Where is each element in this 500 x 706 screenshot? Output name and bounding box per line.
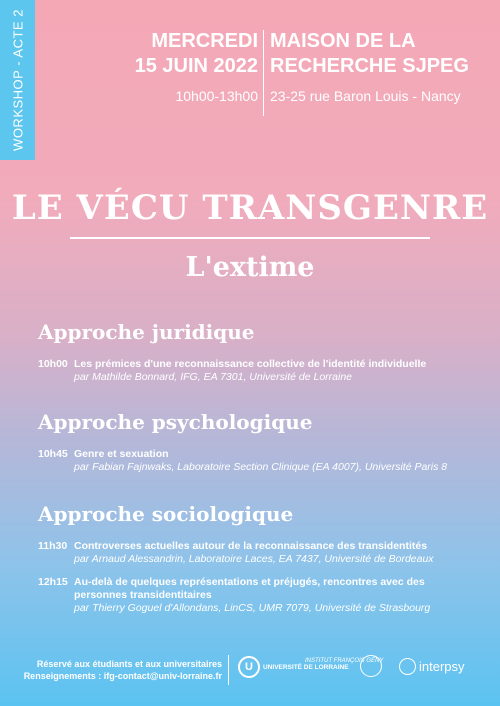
talk-item [38, 540, 478, 566]
ul-logo-text: UNIVERSITÉ DE LORRAINE [263, 663, 349, 671]
poster-title: LE VÉCU TRANSGENRE [11, 188, 489, 228]
talk-speaker: par Fabian Fajnwaks, Laboratoire Section Clinique (EA 4007), Université Paris 8 [74, 461, 448, 473]
talk-item [38, 448, 478, 474]
talk-item [38, 576, 478, 615]
place-line2: RECHERCHE SJPEG [270, 55, 469, 77]
section-title: Approche psychologique [38, 410, 313, 434]
section-title: Approche juridique [38, 320, 255, 344]
footer-line2: Renseignements : ifg-contact@univ-lorraine.fr [23, 671, 222, 681]
ul-logo-icon: U [238, 656, 260, 678]
event-address: 23-25 rue Baron Louis - Nancy [270, 88, 461, 104]
workshop-label: WORKSHOP - ACTE 2 [10, 9, 25, 151]
event-date [135, 29, 258, 79]
section-psychologique [38, 410, 478, 480]
footer-divider [228, 655, 229, 685]
talk-time: 12h15 [38, 576, 68, 588]
footer-line1: Réservé aux étudiants et aux universitaires [36, 659, 222, 669]
talk-time: 11h30 [38, 540, 68, 552]
talk-speaker: par Thierry Goguel d'Allondans, LinCS, UMR 7079, Université de Strasbourg [74, 602, 431, 614]
talk-speaker: par Arnaud Alessandrin, Laboratoire Laces, EA 7437, Université de Bordeaux [74, 553, 434, 565]
interpsy-text: interpsy [419, 659, 465, 674]
workshop-tab [0, 0, 35, 160]
event-place [270, 29, 469, 79]
talk-time: 10h45 [38, 448, 68, 460]
section-title: Approche sociologique [38, 502, 294, 526]
header-divider [263, 30, 264, 116]
section-juridique [38, 320, 478, 390]
section-sociologique [38, 502, 478, 621]
place-line1: MAISON DE LA [270, 30, 416, 52]
interpsy-icon [399, 658, 416, 675]
institut-geny-logo: INSTITUT FRANÇOIS GÉNY [305, 658, 384, 664]
talk-heading: Au-delà de quelques représentations et préjugés, rencontres avec des personnes transidentitaires [74, 576, 425, 601]
talk-heading: Controverses actuelles autour de la reconnaissance des transidentités [74, 540, 428, 552]
event-time: 10h00-13h00 [175, 88, 258, 104]
interpsy-logo [399, 658, 465, 675]
talk-speaker: par Mathilde Bonnard, IFG, EA 7301, Université de Lorraine [74, 371, 353, 383]
title-rule [70, 237, 430, 239]
sjpeg-logo-icon [360, 655, 382, 677]
day: 15 JUIN 2022 [134, 55, 258, 77]
talk-time: 10h00 [38, 358, 68, 370]
footer-info [0, 658, 222, 682]
talk-item [38, 358, 478, 384]
poster-subtitle: L'extime [185, 252, 315, 283]
weekday: MERCREDI [151, 30, 258, 52]
talk-heading: Genre et sexuation [74, 448, 169, 460]
talk-heading: Les prémices d'une reconnaissance collective de l'identité individuelle [74, 358, 427, 370]
